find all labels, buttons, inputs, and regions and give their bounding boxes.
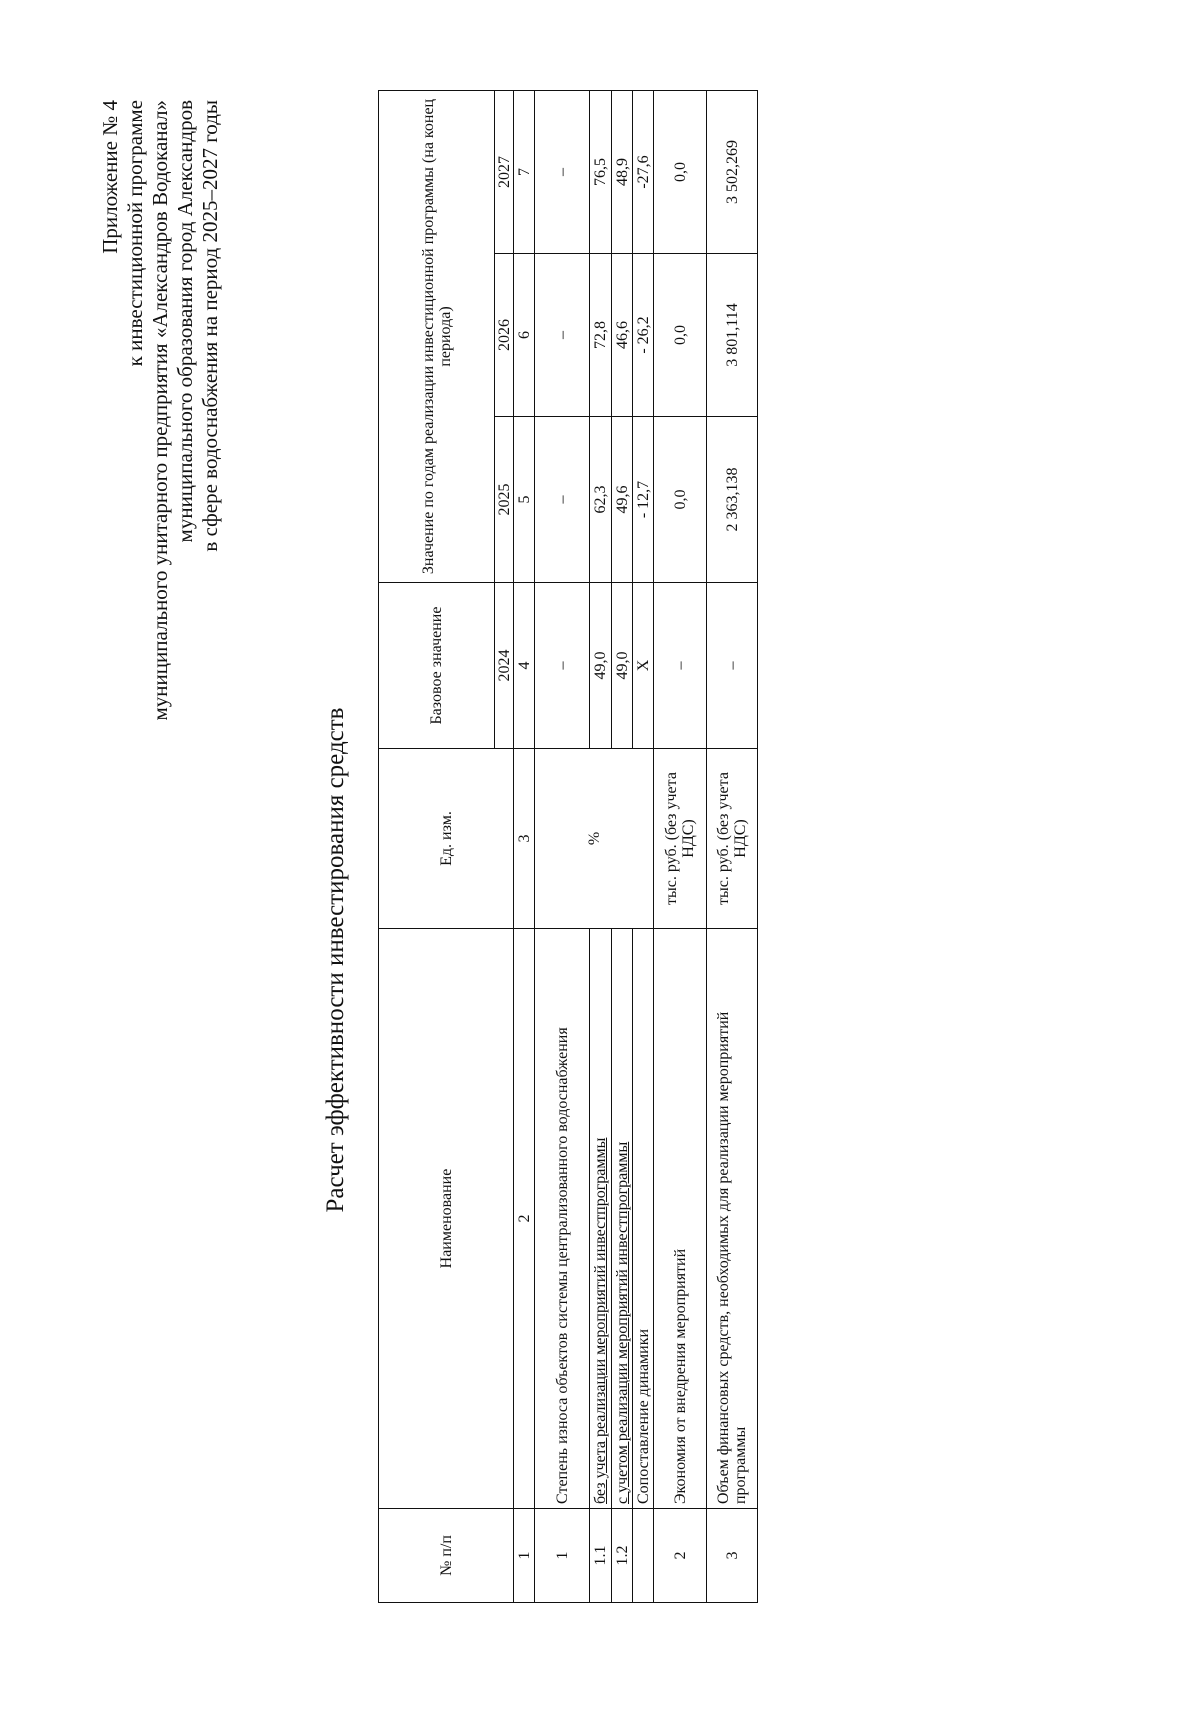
row-value-2027: 48,9 bbox=[612, 90, 633, 253]
row-name: Объем финансовых средств, необходимых для реализации мероприятий программы bbox=[707, 929, 758, 1509]
header-line-2: к инвестиционной программе bbox=[123, 100, 147, 367]
col-number-3: 3 bbox=[514, 749, 535, 929]
row-name-text: без учета реализации мероприятий инвестпрограммы bbox=[592, 1137, 609, 1504]
col-header-period-values: Значение по годам реализации инвестиционной программы (на конец периода) bbox=[379, 90, 495, 582]
row-value-2027: – bbox=[535, 90, 590, 253]
row-name-text: с учетом реализации мероприятий инвестпрограммы bbox=[613, 1141, 631, 1504]
row-value-2024: Х bbox=[633, 583, 654, 749]
column-number-row bbox=[514, 90, 535, 1602]
row-name: Экономия от внедрения мероприятий bbox=[654, 929, 707, 1509]
row-name bbox=[590, 929, 612, 1509]
col-number-2: 2 bbox=[514, 929, 535, 1509]
row-value-2025: 0,0 bbox=[654, 417, 707, 583]
row-num: 1 bbox=[535, 1509, 590, 1603]
col-header-unit: Ед. изм. bbox=[379, 749, 514, 929]
row-value-2027: 76,5 bbox=[590, 90, 612, 253]
row-value-2024: – bbox=[654, 583, 707, 749]
row-name: Сопоставление динамики bbox=[633, 929, 654, 1509]
row-value-2026: 46,6 bbox=[612, 254, 633, 417]
table-row bbox=[654, 90, 707, 1602]
year-2024: 2024 bbox=[495, 583, 514, 749]
table-row bbox=[707, 90, 758, 1602]
col-header-base: Базовое значение bbox=[379, 583, 495, 749]
year-2025: 2025 bbox=[495, 417, 514, 583]
col-number-6: 6 bbox=[514, 254, 535, 417]
row-num: 3 bbox=[707, 1509, 758, 1603]
row-value-2025: 49,6 bbox=[612, 417, 633, 583]
row-value-2024: – bbox=[707, 583, 758, 749]
appendix-header bbox=[98, 100, 223, 721]
row-unit: тыс. руб. (без учета НДС) bbox=[707, 749, 758, 929]
row-name: Степень износа объектов системы централизованного водоснабжения bbox=[535, 929, 590, 1509]
row-value-2025: 62,3 bbox=[590, 417, 612, 583]
row-num: 1.2 bbox=[612, 1509, 633, 1603]
col-number-5: 5 bbox=[514, 417, 535, 583]
row-value-2027: -27,6 bbox=[633, 90, 654, 253]
col-number-7: 7 bbox=[514, 90, 535, 253]
row-value-2024: – bbox=[535, 583, 590, 749]
row-value-2025: 2 363,138 bbox=[707, 417, 758, 583]
header-line-4: муниципального образования город Александров bbox=[173, 100, 197, 543]
row-value-2024: 49,0 bbox=[590, 583, 612, 749]
col-number-4: 4 bbox=[514, 583, 535, 749]
row-num: 1.1 bbox=[590, 1509, 612, 1603]
year-2026: 2026 bbox=[495, 254, 514, 417]
col-header-name: Наименование bbox=[379, 929, 514, 1509]
row-value-2026: 3 801,114 bbox=[707, 254, 758, 417]
row-num: 2 bbox=[654, 1509, 707, 1603]
row-value-2025: – bbox=[535, 417, 590, 583]
row-value-2027: 0,0 bbox=[654, 90, 707, 253]
row-value-2026: 0,0 bbox=[654, 254, 707, 417]
row-value-2027: 3 502,269 bbox=[707, 90, 758, 253]
row-value-2026: – bbox=[535, 254, 590, 417]
row-unit: % bbox=[535, 749, 654, 929]
document-title: Расчет эффективности инвестирования средств bbox=[322, 707, 349, 1213]
row-unit: тыс. руб. (без учета НДС) bbox=[654, 749, 707, 929]
row-num bbox=[633, 1509, 654, 1603]
row-value-2026: - 26,2 bbox=[633, 254, 654, 417]
header-line-1: Приложение № 4 bbox=[98, 100, 122, 254]
table-row bbox=[535, 90, 590, 1602]
col-header-num: № п/п bbox=[379, 1509, 514, 1603]
col-number-1: 1 bbox=[514, 1509, 535, 1603]
row-name bbox=[612, 929, 633, 1509]
row-value-2024: 49,0 bbox=[612, 583, 633, 749]
header-line-5: в сфере водоснабжения на период 2025–2027 годы bbox=[198, 100, 222, 552]
row-value-2025: - 12,7 bbox=[633, 417, 654, 583]
year-2027: 2027 bbox=[495, 90, 514, 253]
row-value-2026: 72,8 bbox=[590, 254, 612, 417]
header-line-3: муниципального унитарного предприятия «Александров Водоканал» bbox=[148, 100, 172, 721]
efficiency-table bbox=[378, 90, 758, 1603]
